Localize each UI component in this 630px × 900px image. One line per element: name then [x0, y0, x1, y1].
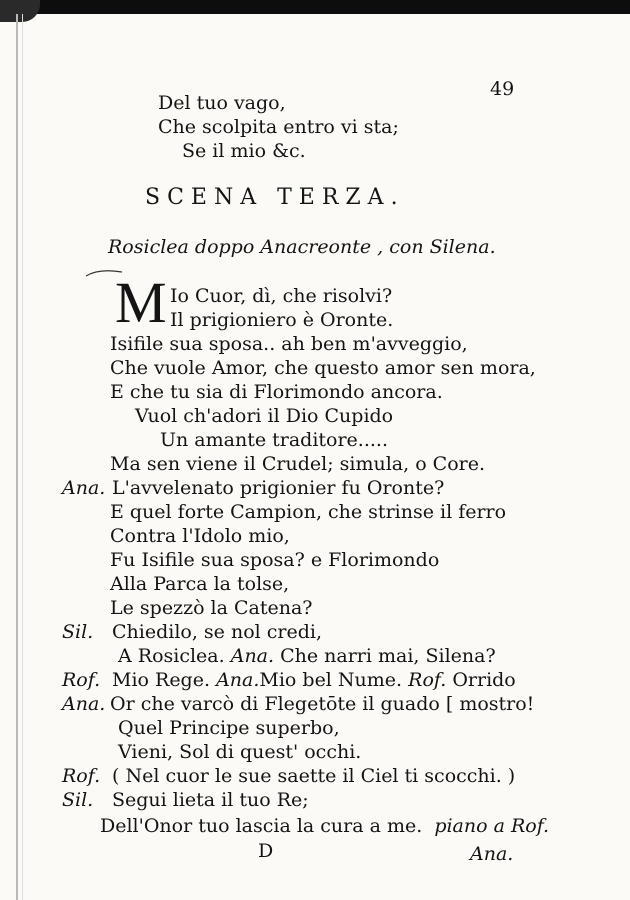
page-top-edge	[0, 0, 630, 14]
verse-text: Mio bel Nume.	[259, 669, 403, 691]
verse-line-10: E quel forte Campion, che strinse il ferro	[110, 501, 507, 523]
page-number: 49	[490, 78, 515, 100]
speaker-label: Rof.	[62, 669, 101, 691]
verse-text: Che narri mai, Silena?	[280, 645, 496, 667]
signature-mark: D	[258, 840, 274, 862]
binding-gutter-shadow	[22, 14, 23, 900]
speaker-label: Ana.	[230, 645, 275, 667]
speaker-label: Ana.	[62, 693, 106, 715]
speaker-label: Sil.	[62, 789, 94, 811]
verse-line-15: Chiedilo, se nol credi,	[112, 621, 323, 643]
verse-line-18: Or che varcò di Flegetōte il guado [ mostro!	[110, 693, 535, 715]
scene-heading: SCENA TERZA.	[145, 185, 405, 210]
verse-text: Mio Rege.	[112, 669, 211, 691]
ink-blot	[0, 0, 40, 22]
verse-line-7: Un amante traditore.....	[160, 429, 388, 451]
verse-line-9: L'avvelenato prigionier fu Oronte?	[112, 477, 445, 499]
verse-line-4: Che vuole Amor, che questo amor sen mora,	[110, 357, 536, 379]
speaker-label: Rof.	[408, 669, 447, 691]
verse-line-23	[100, 815, 549, 837]
verse-line-3: Isifile sua sposa.. ah ben m'avveggio,	[110, 333, 468, 355]
verse-line-2: Il prigioniero è Oronte.	[170, 309, 394, 331]
verse-text: Dell'Onor tuo lascia la cura a me.	[100, 815, 423, 837]
binding-gutter	[16, 14, 18, 900]
speaker-label: Ana.	[216, 669, 260, 691]
verse-line-21: ( Nel cuor le sue saette il Ciel ti scocchi. )	[112, 765, 516, 787]
verse-line-5: E che tu sia di Florimondo ancora.	[110, 381, 443, 403]
verse-line-11: Contra l'Idolo mio,	[110, 525, 290, 547]
speaker-label: Rof.	[62, 765, 101, 787]
verse-line-16	[118, 645, 496, 667]
aside-direction: piano a Rof.	[434, 815, 550, 837]
intro-line-1: Del tuo vago,	[158, 92, 286, 114]
intro-line-3: Se il mio &c.	[182, 140, 306, 162]
verse-line-13: Alla Parca la tolse,	[110, 573, 290, 595]
verse-line-12: Fu Isifile sua sposa? e Florimondo	[110, 549, 440, 571]
verse-text: Orrido	[452, 669, 516, 691]
verse-line-22: Segui lieta il tuo Re;	[112, 789, 309, 811]
catchword: Ana.	[470, 843, 514, 865]
verse-line-20: Vieni, Sol di quest' occhi.	[118, 741, 362, 763]
speaker-label: Sil.	[62, 621, 94, 643]
stage-direction: Rosiclea doppo Anacreonte , con Silena.	[108, 236, 496, 258]
verse-line-6: Vuol ch'adori il Dio Cupido	[135, 405, 394, 427]
verse-line-8: Ma sen viene il Crudel; simula, o Core.	[110, 453, 486, 475]
verse-line-17	[112, 669, 516, 691]
drop-cap: M	[115, 270, 167, 335]
speaker-label: Ana.	[62, 477, 106, 499]
verse-line-19: Quel Principe superbo,	[118, 717, 340, 739]
verse-text: A Rosiclea.	[118, 645, 225, 667]
verse-line-1: Io Cuor, dì, che risolvi?	[170, 285, 393, 307]
intro-line-2: Che scolpita entro vi sta;	[158, 116, 399, 138]
verse-line-14: Le spezzò la Catena?	[110, 597, 313, 619]
